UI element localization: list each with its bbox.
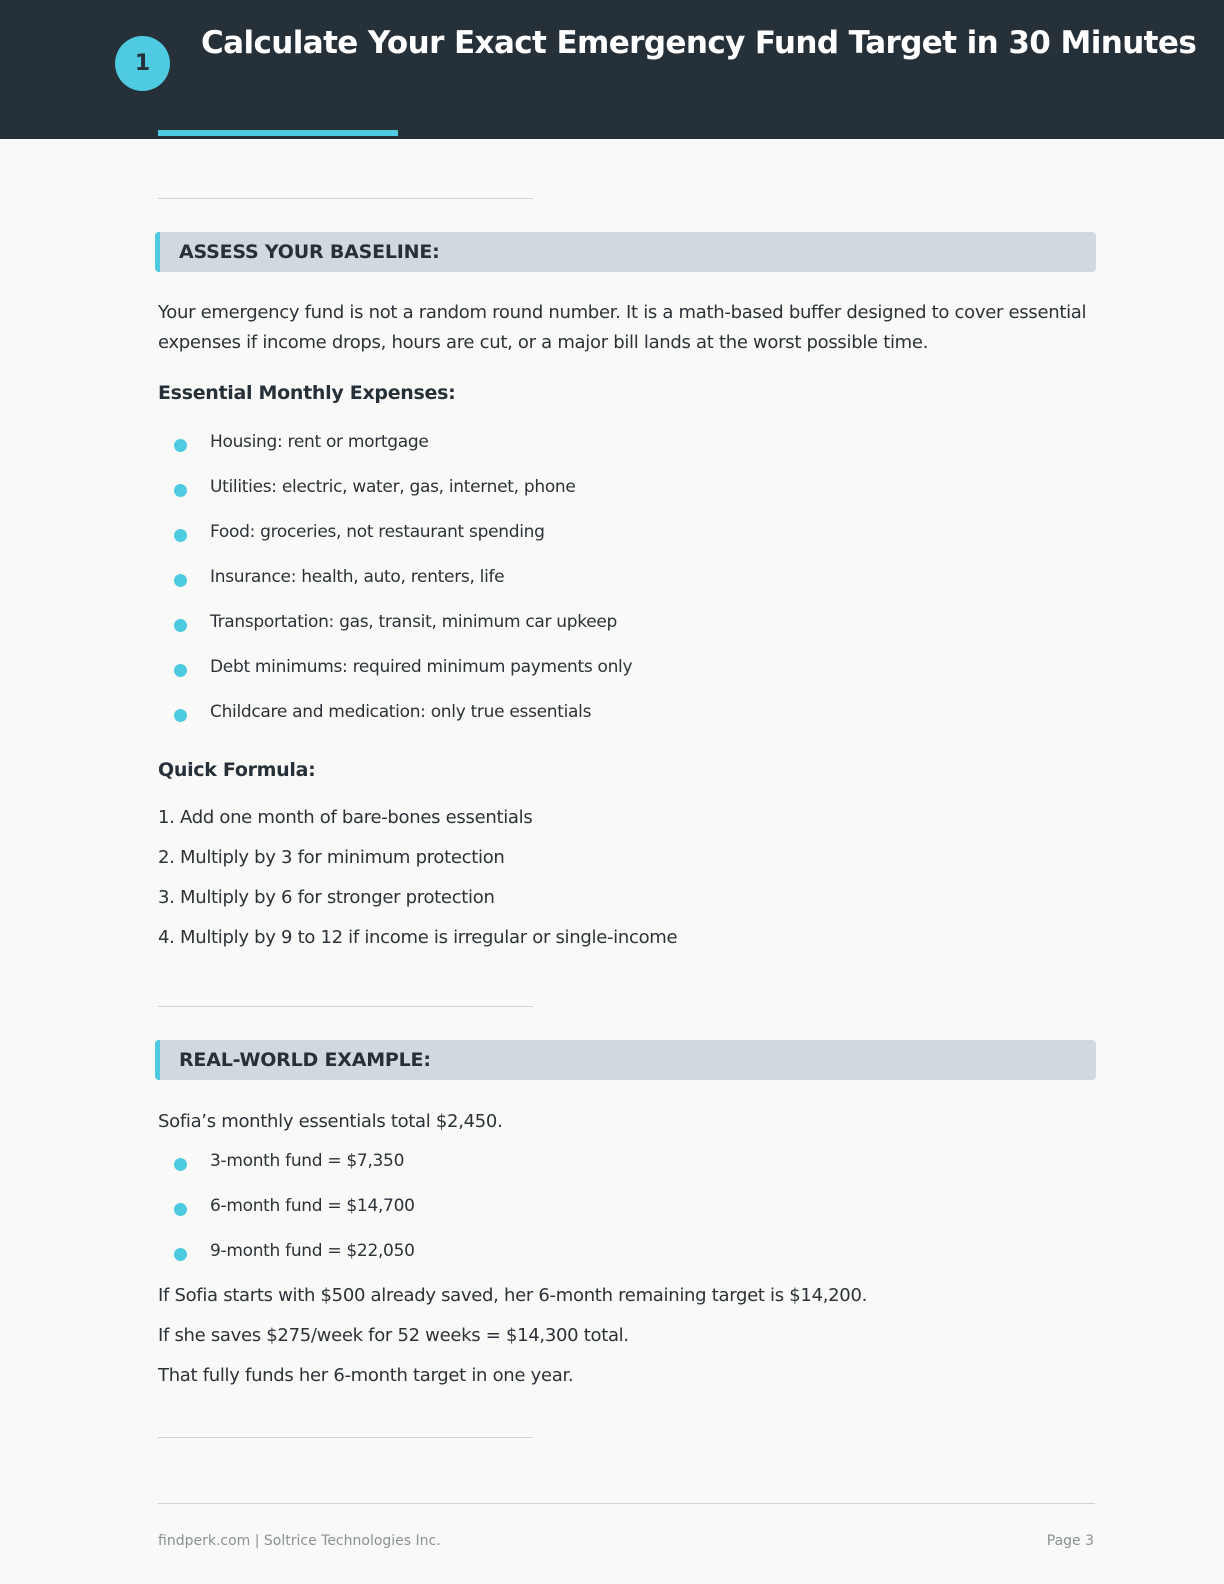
section-heading-example [155, 1040, 1096, 1080]
formula-subheading: Quick Formula: [158, 759, 316, 781]
bullet-dot-icon [174, 709, 187, 722]
section-divider [158, 1006, 533, 1007]
page-title: Calculate Your Exact Emergency Fund Target in 30 Minutes [201, 25, 1197, 61]
example-intro: Sofia’s monthly essentials total $2,450. [158, 1111, 503, 1132]
conclusion-line: That fully funds her 6-month target in one year. [158, 1365, 574, 1386]
formula-steps-list [158, 807, 677, 967]
bullet-dot-icon [174, 1248, 187, 1261]
section-heading-text: ASSESS YOUR BASELINE: [179, 241, 440, 263]
baseline-intro: Your emergency fund is not a random round number. It is a math-based buffer designed to cover essential expenses if income drops, hours are cut, or a major bill lands at the worst possible time. [158, 302, 1087, 353]
example-conclusions [158, 1285, 867, 1405]
list-item: 2. Multiply by 3 for minimum protection [158, 847, 505, 868]
header-accent-bar [158, 130, 398, 136]
list-item: 3. Multiply by 6 for stronger protection [158, 887, 495, 908]
list-item: 4. Multiply by 9 to 12 if income is irregular or single-income [158, 927, 678, 948]
bullet-dot-icon [174, 574, 187, 587]
bullet-dot-icon [174, 1158, 187, 1171]
expenses-subheading: Essential Monthly Expenses: [158, 382, 456, 404]
section-heading-text: REAL-WORLD EXAMPLE: [179, 1049, 431, 1071]
conclusion-line: If Sofia starts with $500 already saved, her 6-month remaining target is $14,200. [158, 1285, 868, 1306]
section-divider [158, 1437, 533, 1438]
footer-divider [158, 1503, 1095, 1504]
conclusion-line: If she saves $275/week for 52 weeks = $14,300 total. [158, 1325, 629, 1346]
step-number-badge: 1 [115, 36, 170, 91]
bullet-dot-icon [174, 619, 187, 632]
section-heading-baseline [155, 232, 1096, 272]
page-number: Page 3 [1046, 1533, 1094, 1549]
bullet-dot-icon [174, 1203, 187, 1216]
bullet-dot-icon [174, 664, 187, 677]
bullet-dot-icon [174, 529, 187, 542]
list-item: 1. Add one month of bare-bones essentials [158, 807, 533, 828]
section-divider [158, 198, 533, 199]
bullet-dot-icon [174, 484, 187, 497]
page-header [0, 0, 1224, 139]
footer-source: findperk.com | Soltrice Technologies Inc. [158, 1533, 441, 1549]
bullet-dot-icon [174, 439, 187, 452]
